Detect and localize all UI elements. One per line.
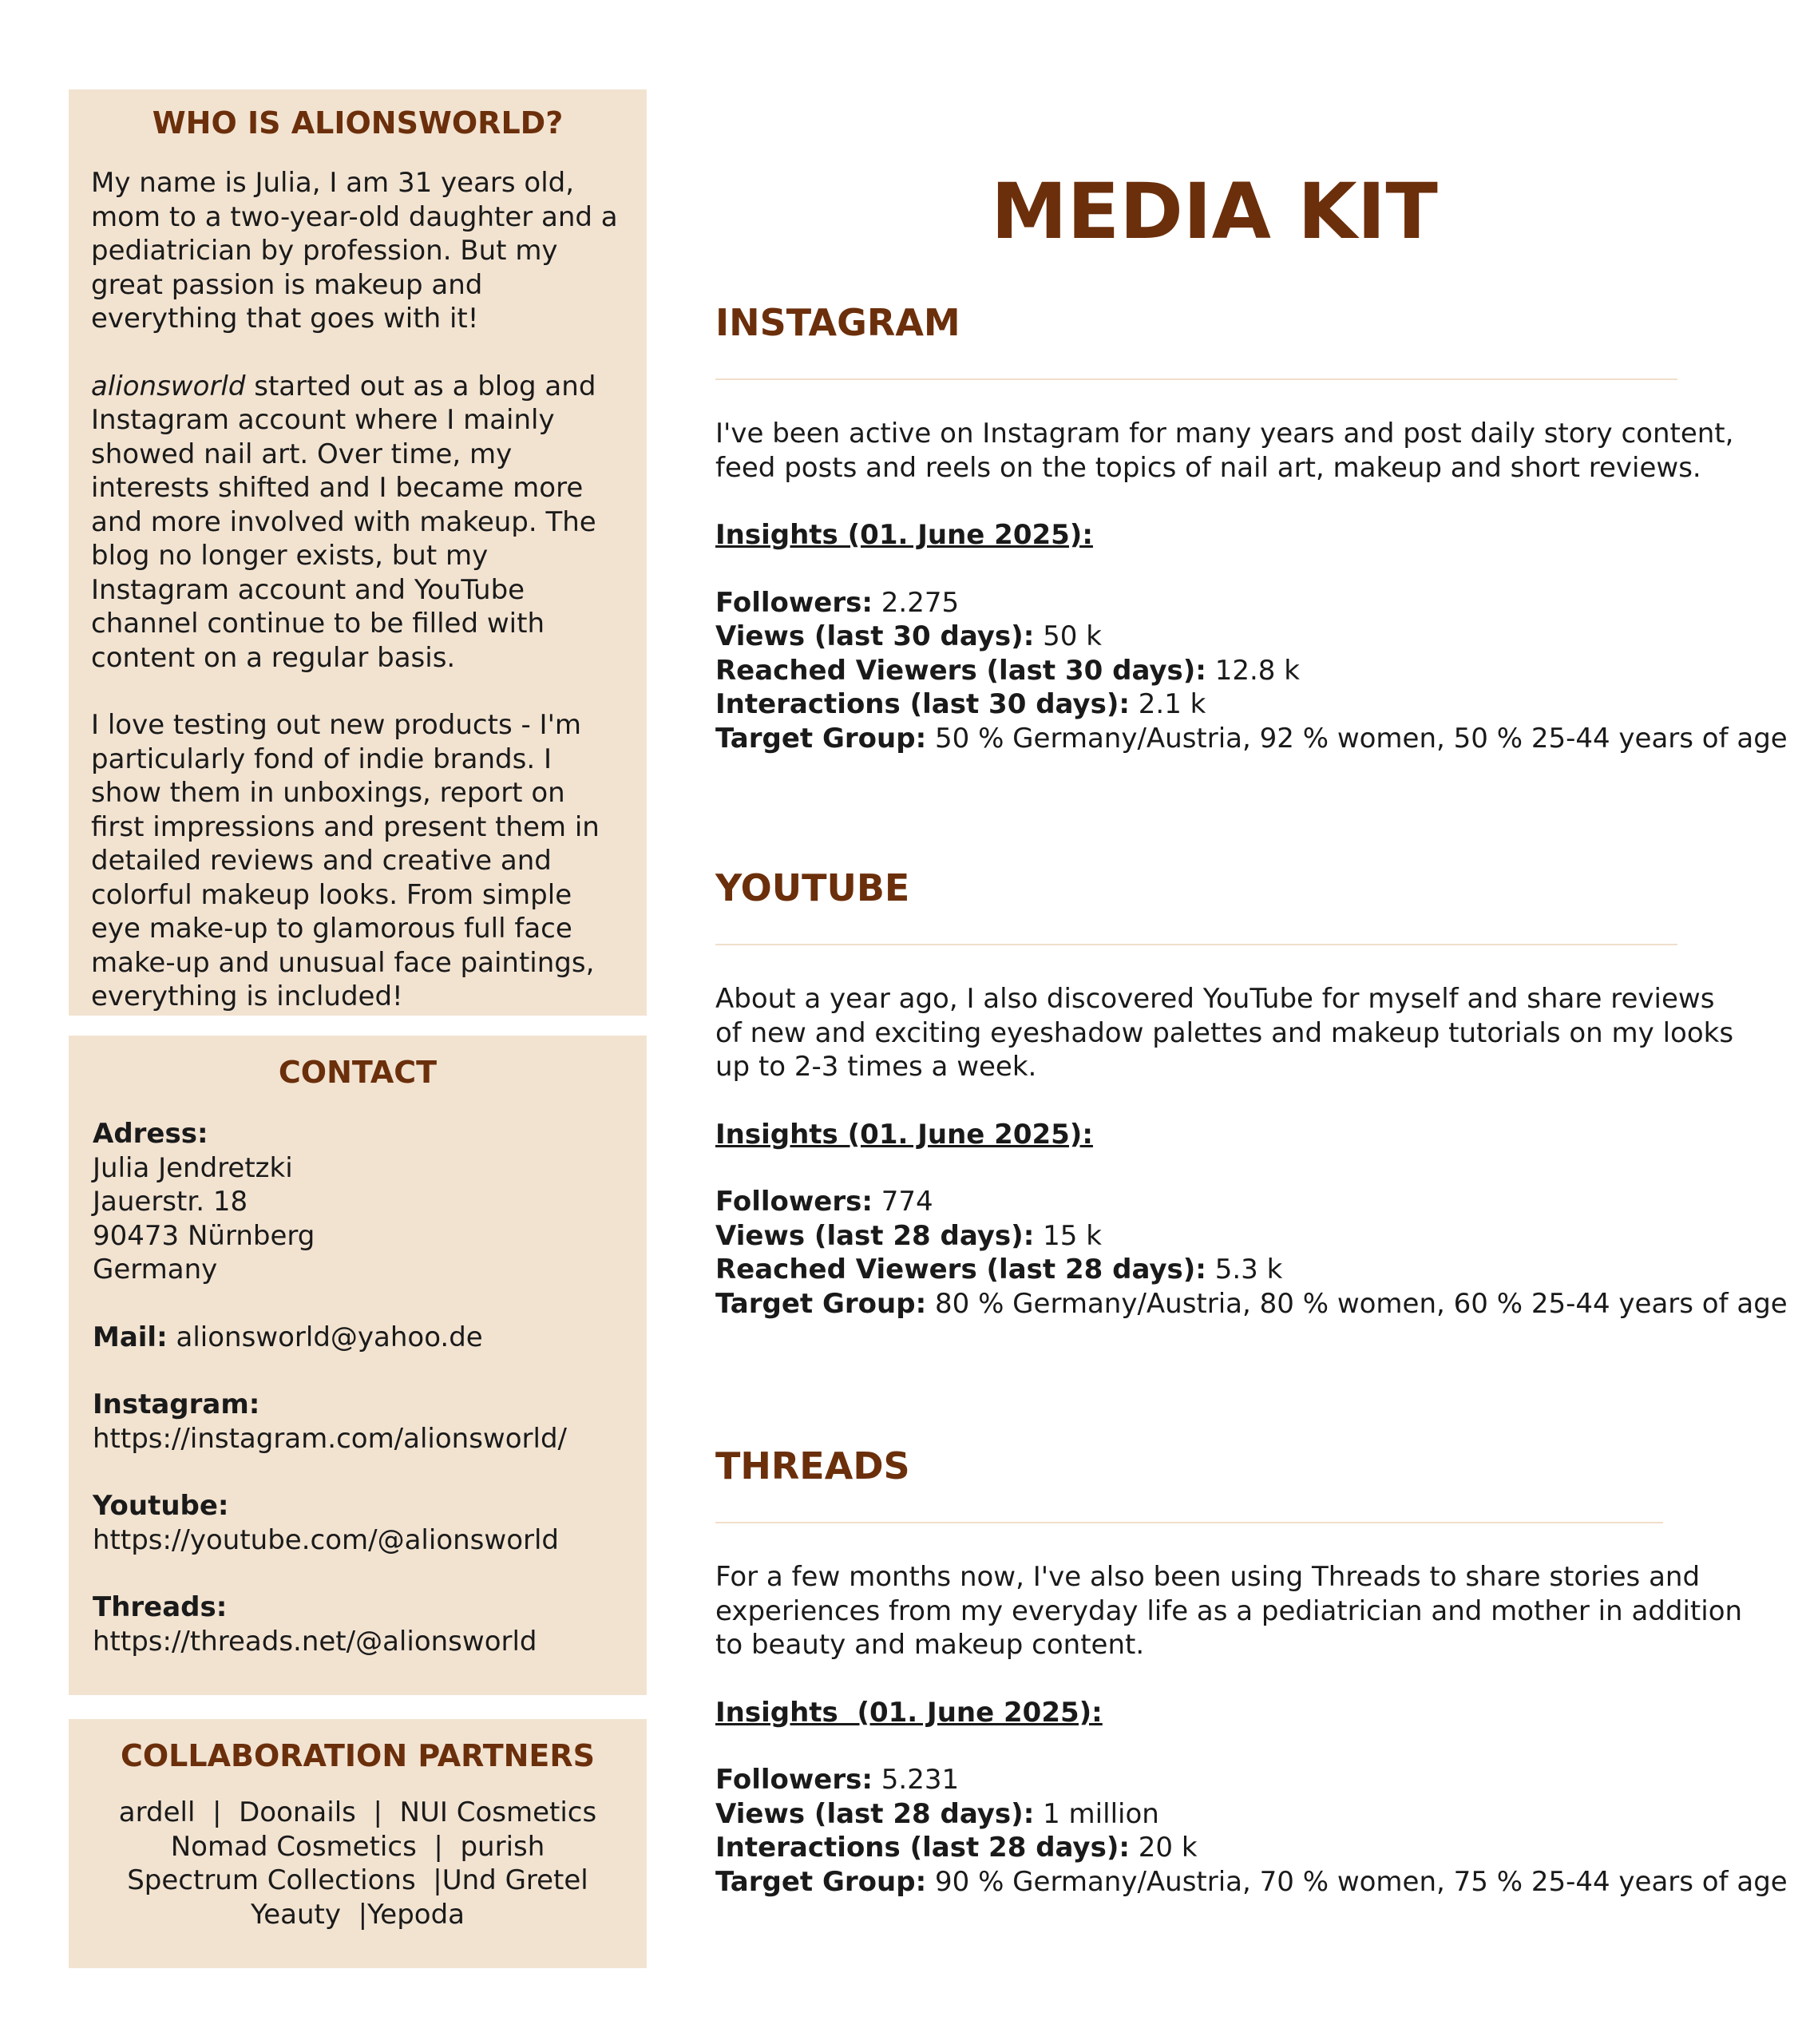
- instagram-section: [715, 300, 1788, 755]
- mail-label: Mail:: [93, 1321, 168, 1353]
- stat-value: 5.231: [872, 1764, 960, 1796]
- address-line: Germany: [93, 1254, 218, 1285]
- collab-title: COLLABORATION PARTNERS: [120, 1738, 596, 1773]
- youtube-heading: YOUTUBE: [715, 866, 910, 909]
- stat-label: Views (last 28 days):: [715, 1797, 1035, 1830]
- stat-value: 5.3 k: [1206, 1254, 1283, 1285]
- youtube-description: About a year ago, I also discovered YouTube for myself and share reviews of new and exciting eyeshadow palettes and makeup tutorials on my looks up to 2-3 times a week.: [715, 983, 1734, 1083]
- address-line: Julia Jendretzki: [93, 1151, 293, 1184]
- stat-row: [715, 687, 1745, 722]
- stat-value: 80 % Germany/Austria, 80 % women, 60 % 25-44 years of age: [926, 1287, 1788, 1320]
- stat-row: [715, 1287, 1788, 1321]
- threads-link[interactable]: https://threads.net/@alionsworld: [93, 1625, 537, 1658]
- stat-row: [715, 586, 1745, 620]
- stat-row: [715, 1865, 1788, 1899]
- stat-label: Followers:: [715, 1186, 873, 1218]
- mail-link[interactable]: alionsworld@yahoo.de: [176, 1321, 483, 1353]
- section-divider: [715, 944, 1677, 945]
- stat-label: Views (last 30 days):: [715, 620, 1035, 652]
- section-divider: [715, 1522, 1663, 1523]
- stat-row: [715, 1797, 1745, 1832]
- stat-row: [715, 722, 1788, 756]
- stat-row: [715, 1763, 1745, 1797]
- stat-label: Followers:: [715, 1764, 873, 1796]
- stat-value: 20 k: [1129, 1832, 1198, 1864]
- section-divider: [715, 378, 1677, 380]
- stat-value: 50 % Germany/Austria, 92 % women, 50 % 25-44 years of age: [926, 722, 1788, 755]
- instagram-insights-heading: Insights (01. June 2025):: [715, 519, 1093, 551]
- mail-block: [93, 1321, 623, 1355]
- youtube-link[interactable]: https://youtube.com/@alionsworld: [93, 1523, 560, 1556]
- stat-row: [715, 1185, 1745, 1219]
- youtube-label: Youtube:: [93, 1490, 229, 1522]
- stat-label: Target Group:: [715, 1287, 927, 1320]
- stat-value: 2.275: [872, 586, 960, 619]
- who-box: [69, 89, 647, 1016]
- stat-value: 1 million: [1034, 1797, 1159, 1830]
- partners-list: [85, 1796, 631, 1931]
- threads-section: [715, 1444, 1788, 1899]
- partners-line: Yeauty |Yepoda: [250, 1898, 465, 1931]
- stat-row: [715, 654, 1745, 688]
- youtube-section: [715, 866, 1788, 1321]
- contact-box: [69, 1036, 647, 1695]
- address-label: Adress:: [93, 1118, 208, 1150]
- address-block: [93, 1117, 623, 1287]
- threads-block: [93, 1590, 623, 1658]
- stat-label: Reached Viewers (last 30 days):: [715, 654, 1206, 687]
- threads-label: Threads:: [93, 1591, 228, 1623]
- address-line: 90473 Nürnberg: [93, 1219, 315, 1252]
- stat-label: Interactions (last 30 days):: [715, 688, 1130, 720]
- threads-description: For a few months now, I've also been using Threads to share stories and experiences from my everyday life as a pediatrician and mother in addition to beauty and makeup content.: [715, 1561, 1743, 1661]
- contact-title: CONTACT: [278, 1055, 438, 1090]
- stat-label: Target Group:: [715, 722, 927, 755]
- partners-line: Nomad Cosmetics | purish: [170, 1830, 545, 1863]
- youtube-block: [93, 1489, 623, 1557]
- who-paragraph-2-text: started out as a blog and Instagram account where I mainly showed nail art. Over time, my interests shifted and I became more and more involved with makeup. The blog no longer exists, but my Instagram account and YouTube channel continue to be filled with content on a regular basis.: [91, 370, 596, 674]
- partners-line: Spectrum Collections |Und Gretel: [127, 1864, 588, 1896]
- partners-line: ardell | Doonails | NUI Cosmetics: [118, 1796, 597, 1828]
- who-title: WHO IS ALIONSWORLD?: [152, 105, 564, 141]
- stat-label: Reached Viewers (last 28 days):: [715, 1254, 1206, 1285]
- instagram-block: [93, 1388, 623, 1456]
- instagram-label: Instagram:: [93, 1388, 260, 1420]
- who-paragraph-2: [91, 370, 624, 675]
- stat-value: 15 k: [1034, 1219, 1102, 1252]
- who-paragraph-1: My name is Julia, I am 31 years old, mom to a two-year-old daughter and a pediatrician by profession. But my great passion is makeup and everything that goes with it!: [91, 167, 618, 335]
- stat-value: 774: [872, 1186, 933, 1218]
- address-line: Jauerstr. 18: [93, 1186, 248, 1218]
- brand-name: alionsworld: [91, 370, 246, 402]
- threads-insights-heading: Insights (01. June 2025):: [715, 1696, 1103, 1729]
- stat-row: [715, 1253, 1745, 1287]
- stat-label: Views (last 28 days):: [715, 1219, 1035, 1252]
- youtube-insights-heading: Insights (01. June 2025):: [715, 1118, 1093, 1151]
- who-paragraph-3: I love testing out new products - I'm particularly fond of indie brands. I show them in unboxings, report on first impressions and present them in detailed reviews and creative and colorful makeup looks. From simple eye make-up to glamorous full face make-up and unusual face paintings, everything is included!: [91, 709, 600, 1012]
- stat-row: [715, 620, 1745, 654]
- stat-value: 2.1 k: [1129, 688, 1206, 720]
- stat-row: [715, 1219, 1745, 1254]
- stat-value: 90 % Germany/Austria, 70 % women, 75 % 25-44 years of age: [926, 1865, 1788, 1898]
- instagram-link[interactable]: https://instagram.com/alionsworld/: [93, 1422, 568, 1455]
- threads-heading: THREADS: [715, 1444, 910, 1487]
- page-title: MEDIA KIT: [991, 167, 1438, 256]
- stat-label: Followers:: [715, 586, 873, 619]
- stat-label: Interactions (last 28 days):: [715, 1832, 1130, 1864]
- stat-label: Target Group:: [715, 1865, 927, 1898]
- stat-row: [715, 1831, 1745, 1865]
- stat-value: 50 k: [1034, 620, 1102, 652]
- stat-value: 12.8 k: [1206, 654, 1300, 687]
- instagram-description: I've been active on Instagram for many years and post daily story content, feed posts and reels on the topics of nail art, makeup and short reviews.: [715, 418, 1734, 484]
- collab-box: [69, 1719, 647, 1968]
- instagram-heading: INSTAGRAM: [715, 301, 960, 344]
